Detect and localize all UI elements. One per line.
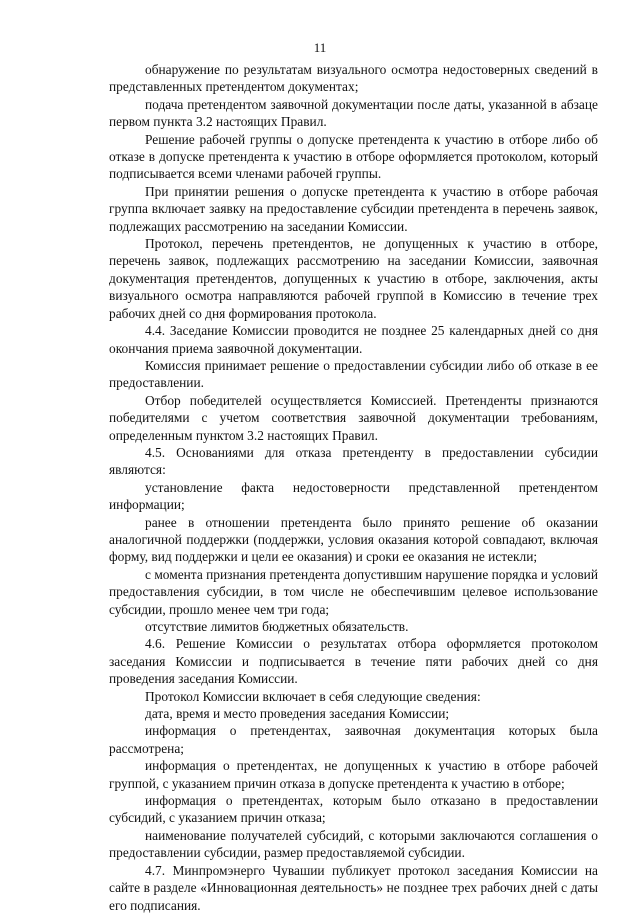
paragraph: Комиссия принимает решение о предоставлении субсидии либо об отказе в ее предоставлении. bbox=[109, 357, 598, 391]
paragraph: ранее в отношении претендента было принято решение об оказании аналогичной поддержки (поддержки, условия оказания которой совпадают, включая форму, вид поддержки и цели ее оказания) и сроки ее оказания не истекли; bbox=[109, 514, 598, 565]
paragraph: обнаружение по результатам визуального осмотра недостоверных сведений в представленных претендентом документах; bbox=[109, 62, 598, 95]
paragraph: Протокол, перечень претендентов, не допущенных к участию в отборе, перечень заявок, подлежащих рассмотрению на заседании Комиссии, заявочная документация претендентов, допущенных к участию в отборе, заключения, акты визуального осмотра направляются рабочей группой в Комиссию в течение трех рабочих дней со дня формирования протокола. bbox=[109, 236, 598, 321]
paragraph: наименование получателей субсидий, с которыми заключаются соглашения о предоставлении субсидии, размер предоставляемой субсидии. bbox=[109, 827, 598, 861]
paragraph: 4.4. Заседание Комиссии проводится не позднее 25 календарных дней со дня окончания приема заявочной документации. bbox=[109, 323, 598, 356]
paragraph: 4.6. Решение Комиссии о результатах отбора оформляется протоколом заседания Комиссии и подписывается в течение пяти рабочих дней со дня проведения заседания Комиссии. bbox=[109, 636, 598, 687]
paragraph: с момента признания претендента допустившим нарушение порядка и условий предоставления субсидии, в том числе не обеспечившим целевое использование субсидии, прошло менее чем три года; bbox=[109, 566, 598, 617]
paragraph: установление факта недостоверности представленной претендентом информации; bbox=[109, 479, 598, 513]
paragraph: подача претендентом заявочной документации после даты, указанной в абзаце первом пункта 3.2 настоящих Правил. bbox=[109, 96, 598, 130]
paragraph: Протокол Комиссии включает в себя следующие сведения: bbox=[145, 688, 481, 704]
paragraph: 4.5. Основаниями для отказа претенденту в предоставлении субсидии являются: bbox=[109, 444, 598, 478]
paragraph: информация о претендентах, не допущенных к участию в отборе рабочей группой, с указанием причин отказа в допуске претендента к участию в отборе; bbox=[109, 758, 598, 791]
paragraph: Решение рабочей группы о допуске претендента к участию в отборе либо об отказе в допуске претендента к участию в отборе оформляется протоколом, который подписывается всеми членами рабочей группы. bbox=[109, 131, 598, 182]
paragraph: 4.7. Минпромэнерго Чувашии публикует протокол заседания Комиссии на сайте в разделе «Инновационная деятельность» не позднее трех рабочих дней с даты его подписания. bbox=[109, 862, 598, 913]
document-body bbox=[109, 61, 598, 914]
page-number: 11 bbox=[313, 40, 327, 55]
paragraph: дата, время и место проведения заседания Комиссии; bbox=[145, 706, 450, 722]
paragraph: информация о претендентах, которым было отказано в предоставлении субсидий, с указанием причин отказа; bbox=[109, 793, 598, 826]
paragraph: Отбор победителей осуществляется Комиссией. Претенденты признаются победителями с учетом соответствия заявочной документации требованиям, определенным пунктом 3.2 настоящих Правил. bbox=[109, 392, 598, 443]
paragraph: информация о претендентах, заявочная документация которых была рассмотрена; bbox=[109, 723, 598, 756]
paragraph: При принятии решения о допуске претендента к участию в отборе рабочая группа включает заявку на предоставление субсидии претендента в перечень заявок, подлежащих рассмотрению на заседании Комиссии. bbox=[109, 183, 598, 234]
paragraph: отсутствие лимитов бюджетных обязательств. bbox=[145, 619, 409, 634]
